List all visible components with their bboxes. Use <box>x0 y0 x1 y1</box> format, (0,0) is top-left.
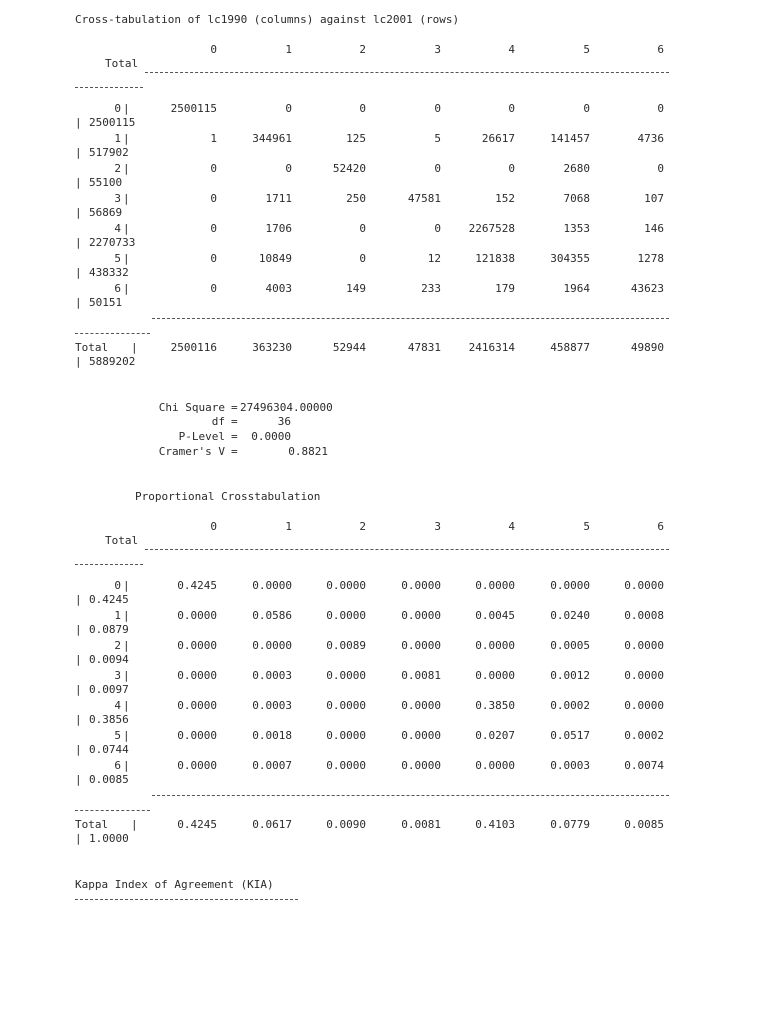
row-total: 438332 <box>89 266 129 279</box>
stat-label: P-Level <box>178 430 225 443</box>
row-total: 56869 <box>89 206 123 219</box>
column-header: 2 <box>359 520 366 533</box>
table-cell: 149 <box>346 282 366 295</box>
row-total: 50151 <box>89 296 123 309</box>
table-cell: 1964 <box>563 282 590 295</box>
table-cell: 0.0000 <box>252 579 292 592</box>
table-cell: 0.0240 <box>550 609 590 622</box>
totals-separator: | <box>131 818 138 831</box>
row-total-separator: | <box>75 743 82 756</box>
table-cell: 0.0000 <box>475 669 515 682</box>
row-label: 1 <box>114 609 121 622</box>
document-title: Cross-tabulation of lc1990 (columns) against lc2001 (rows) <box>75 13 460 26</box>
table-cell: 0.0000 <box>475 579 515 592</box>
row-label: 5 <box>114 729 121 742</box>
row-separator: | <box>123 579 130 592</box>
table-cell: 1711 <box>265 192 292 205</box>
row-total: 0.0879 <box>89 623 129 636</box>
column-total: 0.0779 <box>550 818 590 831</box>
header-divider-wrap <box>75 564 143 565</box>
table-cell: 0.0000 <box>475 639 515 652</box>
table-cell: 0.0000 <box>401 579 441 592</box>
row-separator: | <box>123 759 130 772</box>
table-cell: 107 <box>644 192 664 205</box>
stat-value: 0.8821 <box>288 445 328 458</box>
table-cell: 2500115 <box>170 102 217 115</box>
row-total-separator: | <box>75 683 82 696</box>
table-cell: 10849 <box>258 252 292 265</box>
row-total-separator: | <box>75 623 82 636</box>
table-cell: 0.0012 <box>550 669 590 682</box>
table-cell: 0.0000 <box>177 669 217 682</box>
row-separator: | <box>123 252 130 265</box>
row-separator: | <box>123 192 130 205</box>
row-total-separator: | <box>75 116 82 129</box>
table-cell: 0 <box>359 222 366 235</box>
table-cell: 43623 <box>630 282 664 295</box>
table-cell: 0 <box>359 252 366 265</box>
table-cell: 0 <box>210 222 217 235</box>
header-divider <box>145 549 669 550</box>
table-cell: 0.0000 <box>624 699 664 712</box>
totals-divider-wrap <box>75 810 150 811</box>
row-separator: | <box>123 639 130 652</box>
table-cell: 0.0005 <box>550 639 590 652</box>
column-total: 52944 <box>332 341 366 354</box>
stat-value: 36 <box>277 415 291 428</box>
stat-value: 27496304.00000 <box>240 401 333 414</box>
table-cell: 4736 <box>637 132 664 145</box>
row-label: 1 <box>114 132 121 145</box>
table-cell: 0.0008 <box>624 609 664 622</box>
table-cell: 344961 <box>252 132 292 145</box>
table-cell: 0.0000 <box>177 759 217 772</box>
table-cell: 0 <box>434 162 441 175</box>
row-separator: | <box>123 102 130 115</box>
table-cell: 0.0000 <box>624 669 664 682</box>
grand-total: 1.0000 <box>89 832 129 845</box>
row-total-separator: | <box>75 146 82 159</box>
stat-equals: = <box>231 415 238 428</box>
table-cell: 0.0000 <box>401 759 441 772</box>
table-cell: 0.0000 <box>550 579 590 592</box>
table-cell: 52420 <box>332 162 366 175</box>
totals-label: Total <box>75 818 109 831</box>
column-total: 363230 <box>252 341 292 354</box>
row-separator: | <box>123 162 130 175</box>
table-cell: 0 <box>508 162 515 175</box>
proportional-title: Proportional Crosstabulation <box>135 490 321 503</box>
column-header: 4 <box>508 520 515 533</box>
column-total: 49890 <box>630 341 664 354</box>
grand-total-separator: | <box>75 832 82 845</box>
stat-equals: = <box>231 430 238 443</box>
row-label: 4 <box>114 699 121 712</box>
column-header: 6 <box>657 43 664 56</box>
row-total-separator: | <box>75 206 82 219</box>
stat-equals: = <box>231 401 238 414</box>
table-cell: 0 <box>210 282 217 295</box>
row-total-separator: | <box>75 296 82 309</box>
table-cell: 0.0000 <box>401 729 441 742</box>
row-total: 2500115 <box>89 116 136 129</box>
row-total-separator: | <box>75 773 82 786</box>
column-total: 0.0081 <box>401 818 441 831</box>
table-cell: 0 <box>508 102 515 115</box>
table-cell: 1353 <box>563 222 590 235</box>
row-separator: | <box>123 609 130 622</box>
row-total-separator: | <box>75 236 82 249</box>
table-cell: 0 <box>657 102 664 115</box>
table-cell: 0.0089 <box>326 639 366 652</box>
table-cell: 304355 <box>550 252 590 265</box>
totals-divider-wrap <box>75 333 150 334</box>
kappa-underline <box>75 899 298 900</box>
table-cell: 125 <box>346 132 366 145</box>
column-header: 1 <box>285 520 292 533</box>
table-cell: 2680 <box>563 162 590 175</box>
row-total: 55100 <box>89 176 123 189</box>
column-header: 4 <box>508 43 515 56</box>
table-cell: 0.0081 <box>401 669 441 682</box>
header-divider <box>145 72 669 73</box>
table-cell: 0 <box>210 192 217 205</box>
table-cell: 0 <box>434 102 441 115</box>
row-label: 3 <box>114 669 121 682</box>
table-cell: 0.0045 <box>475 609 515 622</box>
table-cell: 0 <box>285 162 292 175</box>
table-cell: 0.0000 <box>252 639 292 652</box>
column-header: 2 <box>359 43 366 56</box>
column-total: 0.4245 <box>177 818 217 831</box>
table-cell: 0.0000 <box>326 669 366 682</box>
table-cell: 0.0000 <box>326 609 366 622</box>
table-cell: 0 <box>210 162 217 175</box>
table-cell: 2267528 <box>468 222 515 235</box>
totals-separator: | <box>131 341 138 354</box>
row-separator: | <box>123 282 130 295</box>
table-cell: 0 <box>657 162 664 175</box>
table-cell: 0.0003 <box>252 669 292 682</box>
column-header: 0 <box>210 520 217 533</box>
stat-label: Chi Square <box>158 401 225 414</box>
table-cell: 0.0000 <box>177 609 217 622</box>
row-label: 2 <box>114 162 121 175</box>
column-header: 5 <box>583 43 590 56</box>
table-cell: 0.0003 <box>252 699 292 712</box>
table-cell: 0.0000 <box>177 729 217 742</box>
table-cell: 0.0000 <box>624 579 664 592</box>
row-total-separator: | <box>75 713 82 726</box>
table-cell: 179 <box>495 282 515 295</box>
row-total-separator: | <box>75 176 82 189</box>
table-cell: 0.0586 <box>252 609 292 622</box>
row-total: 0.4245 <box>89 593 129 606</box>
table-cell: 0.0000 <box>401 609 441 622</box>
row-label: 0 <box>114 579 121 592</box>
row-label: 6 <box>114 759 121 772</box>
table-cell: 233 <box>421 282 441 295</box>
row-label: 5 <box>114 252 121 265</box>
row-separator: | <box>123 699 130 712</box>
column-total: 2500116 <box>170 341 217 354</box>
table-cell: 4003 <box>265 282 292 295</box>
column-header: 0 <box>210 43 217 56</box>
table-cell: 0 <box>210 252 217 265</box>
column-header: 3 <box>434 43 441 56</box>
totals-divider <box>152 795 669 796</box>
table-cell: 0.0000 <box>326 699 366 712</box>
column-total: 0.0085 <box>624 818 664 831</box>
table-cell: 0 <box>359 102 366 115</box>
table-cell: 0.0007 <box>252 759 292 772</box>
row-total: 0.0097 <box>89 683 129 696</box>
table-cell: 0.0000 <box>401 699 441 712</box>
row-separator: | <box>123 729 130 742</box>
table-cell: 0.0517 <box>550 729 590 742</box>
table-cell: 0 <box>583 102 590 115</box>
table-cell: 1706 <box>265 222 292 235</box>
table-cell: 1 <box>210 132 217 145</box>
row-total: 0.0085 <box>89 773 129 786</box>
row-label: 6 <box>114 282 121 295</box>
row-label: 0 <box>114 102 121 115</box>
row-label: 4 <box>114 222 121 235</box>
table-cell: 250 <box>346 192 366 205</box>
column-total: 0.0617 <box>252 818 292 831</box>
row-total-separator: | <box>75 653 82 666</box>
column-total: 0.4103 <box>475 818 515 831</box>
table-cell: 0.0207 <box>475 729 515 742</box>
total-column-header: Total <box>105 534 139 547</box>
column-total: 0.0090 <box>326 818 366 831</box>
table-cell: 0.0000 <box>401 639 441 652</box>
row-total: 2270733 <box>89 236 136 249</box>
row-label: 2 <box>114 639 121 652</box>
column-total: 2416314 <box>468 341 515 354</box>
table-cell: 152 <box>495 192 515 205</box>
table-cell: 12 <box>427 252 441 265</box>
table-cell: 0.0074 <box>624 759 664 772</box>
totals-label: Total <box>75 341 109 354</box>
grand-total: 5889202 <box>89 355 136 368</box>
table-cell: 0.0000 <box>326 729 366 742</box>
table-cell: 146 <box>644 222 664 235</box>
table-cell: 0.4245 <box>177 579 217 592</box>
stat-equals: = <box>231 445 238 458</box>
row-separator: | <box>123 669 130 682</box>
table-cell: 0.0000 <box>326 579 366 592</box>
column-total: 458877 <box>550 341 590 354</box>
table-cell: 0 <box>434 222 441 235</box>
table-cell: 0.0000 <box>177 639 217 652</box>
row-total-separator: | <box>75 266 82 279</box>
table-cell: 47581 <box>407 192 441 205</box>
kappa-title: Kappa Index of Agreement (KIA) <box>75 878 274 891</box>
header-divider-wrap <box>75 87 143 88</box>
column-header: 5 <box>583 520 590 533</box>
table-cell: 0.0018 <box>252 729 292 742</box>
table-cell: 26617 <box>481 132 515 145</box>
column-header: 6 <box>657 520 664 533</box>
table-cell: 0.0002 <box>550 699 590 712</box>
table-cell: 0.0000 <box>624 639 664 652</box>
table-cell: 0.0000 <box>326 759 366 772</box>
column-header: 1 <box>285 43 292 56</box>
stat-label: df <box>211 415 225 428</box>
total-column-header: Total <box>105 57 139 70</box>
column-header: 3 <box>434 520 441 533</box>
grand-total-separator: | <box>75 355 82 368</box>
row-total-separator: | <box>75 593 82 606</box>
table-cell: 0 <box>285 102 292 115</box>
table-cell: 0.0000 <box>475 759 515 772</box>
table-cell: 5 <box>434 132 441 145</box>
table-cell: 141457 <box>550 132 590 145</box>
table-cell: 0.0003 <box>550 759 590 772</box>
totals-divider <box>152 318 669 319</box>
table-cell: 1278 <box>637 252 664 265</box>
table-cell: 0.0000 <box>177 699 217 712</box>
row-total: 0.3856 <box>89 713 129 726</box>
row-total: 517902 <box>89 146 129 159</box>
row-total: 0.0094 <box>89 653 129 666</box>
stat-label: Cramer's V <box>158 445 225 458</box>
row-separator: | <box>123 222 130 235</box>
table-cell: 7068 <box>563 192 590 205</box>
table-cell: 0.0002 <box>624 729 664 742</box>
row-total: 0.0744 <box>89 743 129 756</box>
row-label: 3 <box>114 192 121 205</box>
column-total: 47831 <box>407 341 441 354</box>
stat-value: 0.0000 <box>251 430 291 443</box>
row-separator: | <box>123 132 130 145</box>
table-cell: 0.3850 <box>475 699 515 712</box>
table-cell: 121838 <box>475 252 515 265</box>
